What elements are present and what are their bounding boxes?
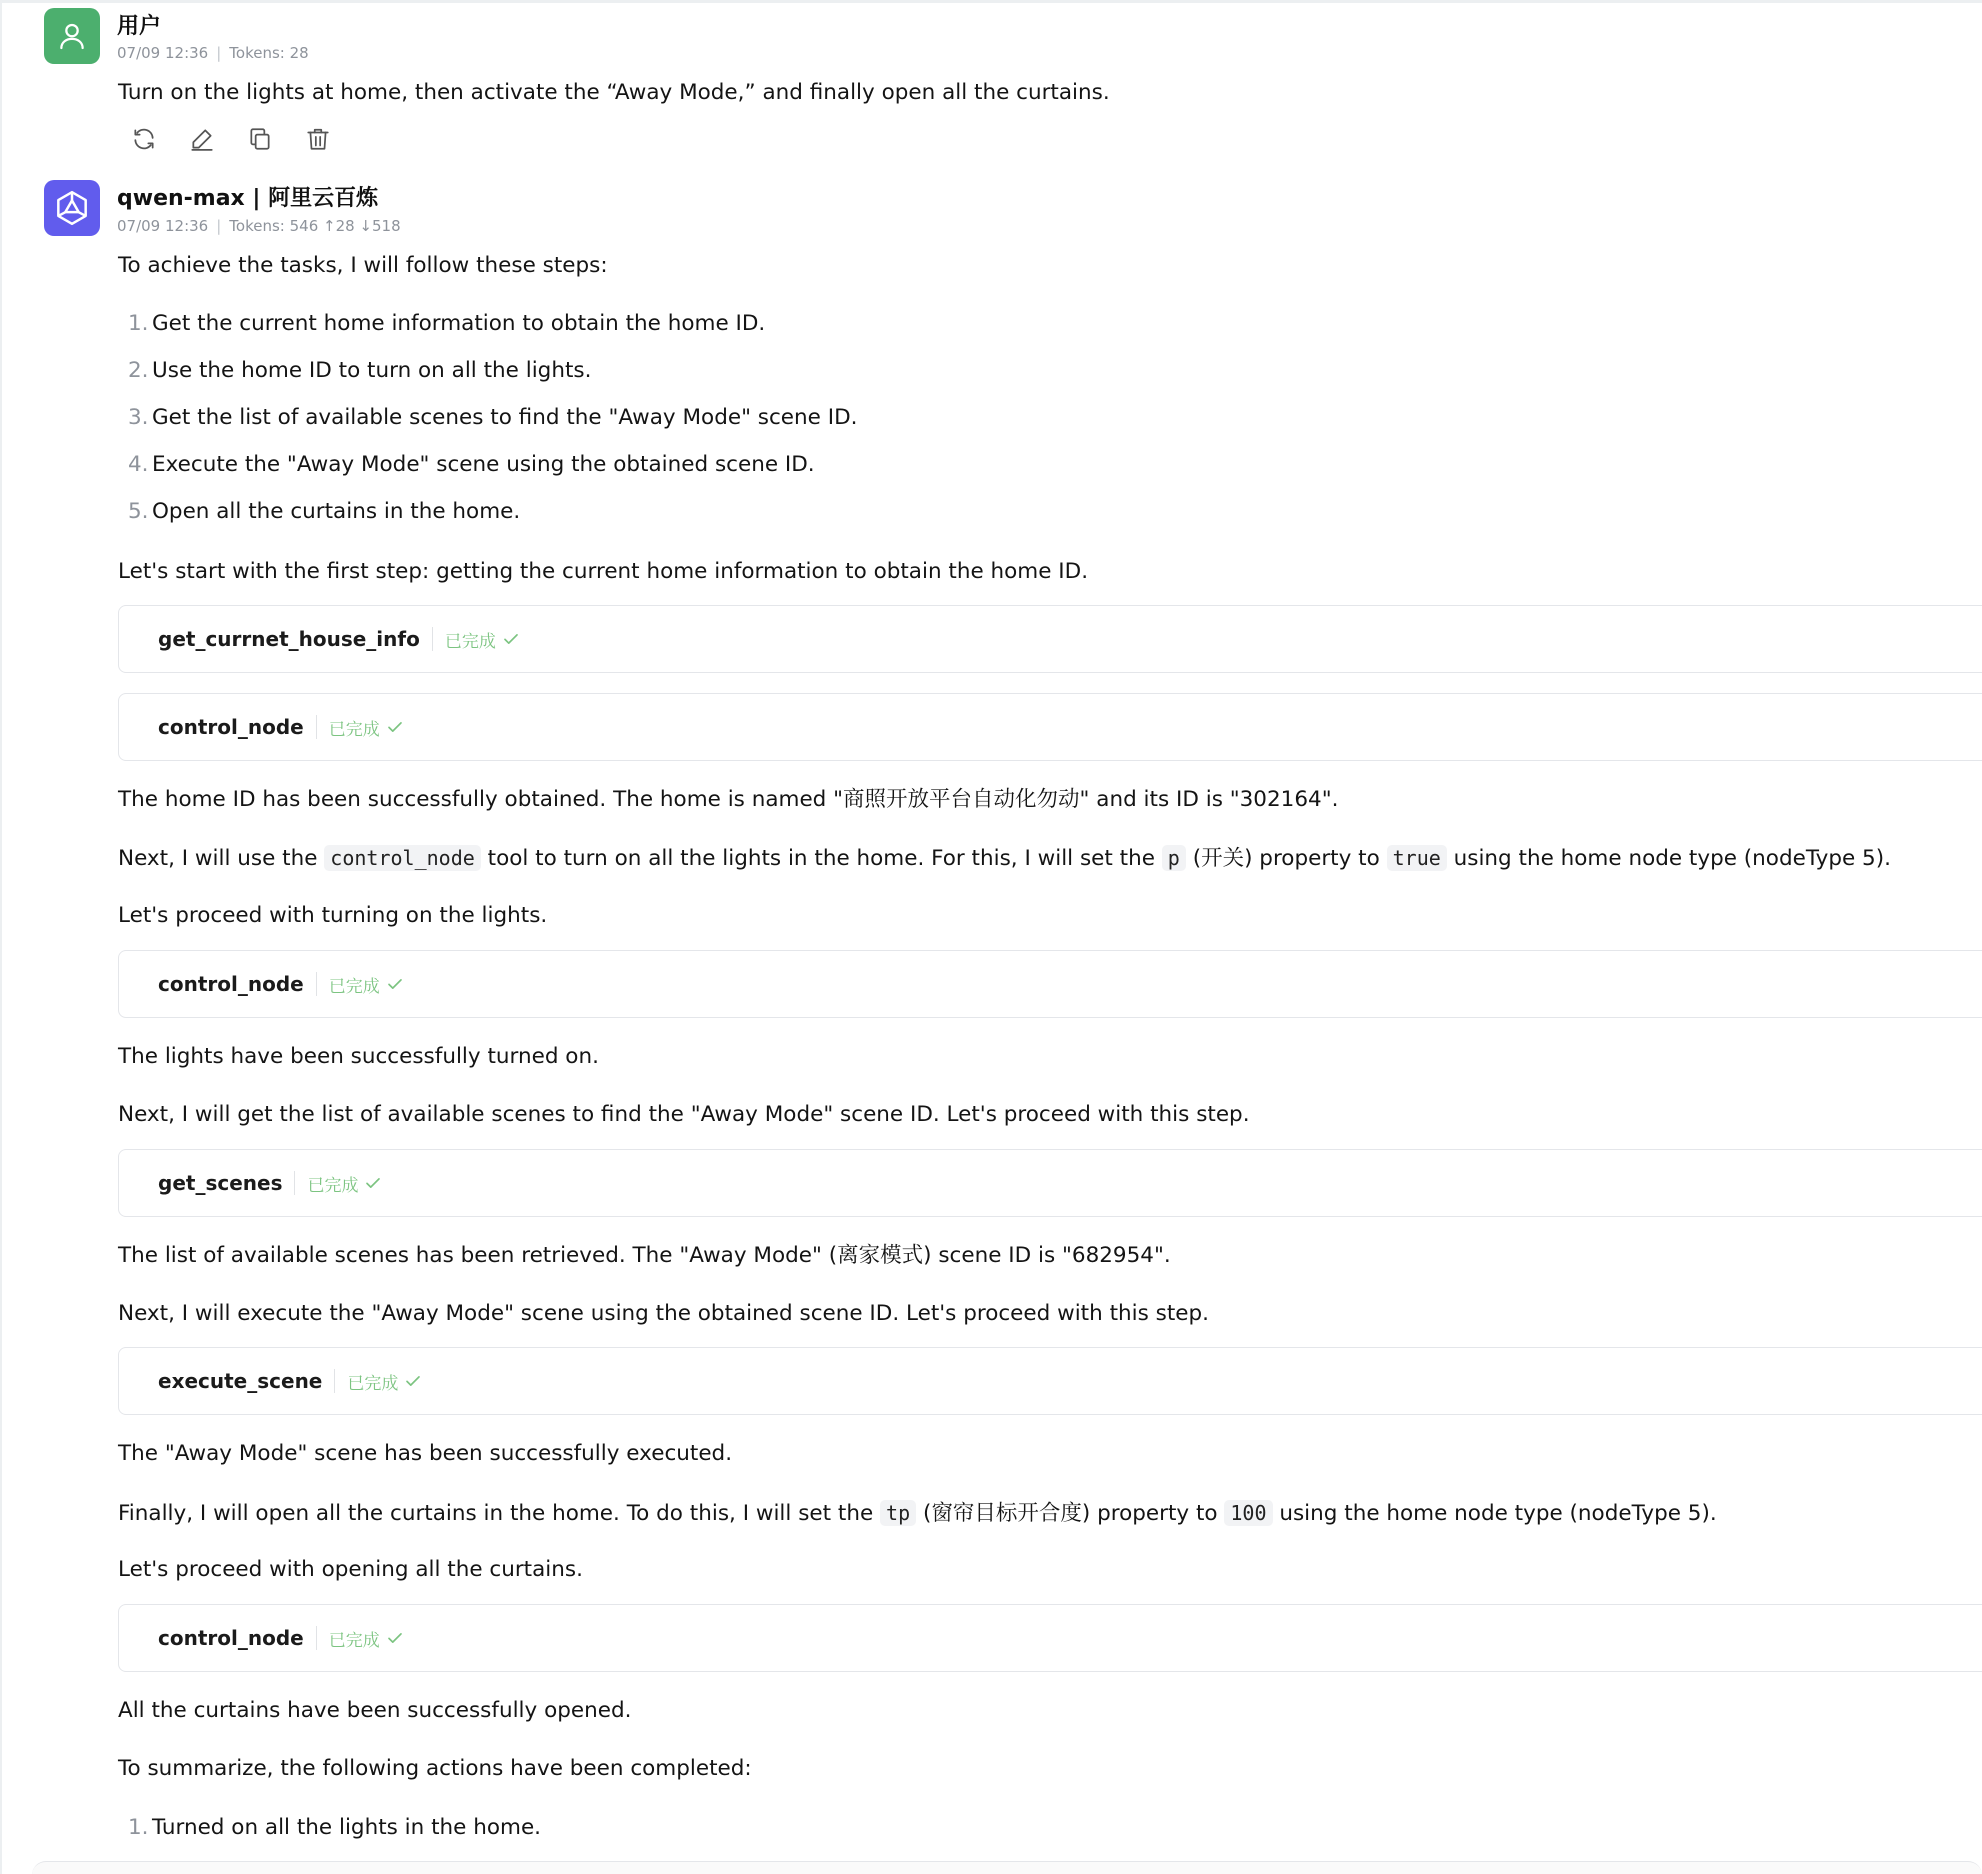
tool-call-execute-scene[interactable]	[118, 1347, 1982, 1415]
paragraph: The lights have been successfully turned on.	[118, 1044, 599, 1069]
divider	[432, 627, 433, 651]
tool-status: 已完成	[307, 1175, 359, 1196]
inline-code: 100	[1224, 1500, 1272, 1526]
tool-status: 已完成	[347, 1373, 399, 1394]
input-area-edge	[32, 1861, 1982, 1874]
paragraph: The list of available scenes has been retrieved. The "Away Mode" (离家模式) scene ID is "682954".	[118, 1243, 1171, 1268]
tool-status: 已完成	[328, 719, 380, 740]
tool-name: control_node	[158, 972, 304, 996]
check-icon	[386, 1629, 404, 1647]
assistant-meta	[117, 217, 401, 235]
divider	[316, 1626, 317, 1650]
list-item: 1. Turned on all the lights in the home.	[128, 1815, 542, 1840]
list-item: 3. Get the list of available scenes to find the "Away Mode" scene ID.	[128, 405, 858, 430]
regenerate-button[interactable]	[126, 121, 162, 157]
paragraph: Next, I will get the list of available scenes to find the "Away Mode" scene ID. Let's proceed with this step.	[118, 1102, 1250, 1127]
paragraph: All the curtains have been successfully opened.	[118, 1698, 632, 1723]
copy-icon	[247, 126, 273, 152]
paragraph: Let's start with the first step: getting the current home information to obtain the home ID.	[118, 559, 1089, 584]
paragraph: Next, I will use the control_node tool to turn on all the lights in the home. For this, I will set the p (开关) property to true using the home node type (nodeType 5).	[118, 846, 1891, 871]
paragraph: Next, I will execute the "Away Mode" scene using the obtained scene ID. Let's proceed with this step.	[118, 1301, 1209, 1326]
paragraph: Let's proceed with opening all the curtains.	[118, 1557, 583, 1582]
trash-icon	[305, 126, 331, 152]
tool-name: control_node	[158, 715, 304, 739]
user-timestamp: 07/09 12:36	[117, 44, 209, 62]
check-icon	[386, 975, 404, 993]
assistant-tokens: Tokens: 546 ↑28 ↓518	[229, 217, 401, 235]
tool-status: 已完成	[328, 976, 380, 997]
assistant-avatar	[44, 180, 100, 236]
user-meta	[117, 44, 309, 62]
divider	[294, 1171, 295, 1195]
check-icon	[404, 1372, 422, 1390]
tool-status: 已完成	[328, 1630, 380, 1651]
inline-code: true	[1387, 845, 1447, 871]
inline-code: tp	[880, 1500, 916, 1526]
meta-separator: |	[216, 217, 222, 235]
paragraph: To summarize, the following actions have been completed:	[118, 1756, 752, 1781]
tool-name: get_currnet_house_info	[158, 627, 420, 651]
divider	[316, 715, 317, 739]
delete-button[interactable]	[300, 121, 336, 157]
copy-button[interactable]	[242, 121, 278, 157]
intro-text: To achieve the tasks, I will follow these steps:	[118, 253, 608, 278]
check-icon	[386, 718, 404, 736]
assistant-timestamp: 07/09 12:36	[117, 217, 209, 235]
tool-name: get_scenes	[158, 1171, 283, 1195]
user-tokens: Tokens: 28	[229, 44, 309, 62]
refresh-icon	[131, 126, 157, 152]
user-name: 用户	[117, 14, 162, 39]
list-item: 2. Use the home ID to turn on all the lights.	[128, 358, 592, 383]
tool-call-control-node[interactable]	[118, 693, 1982, 761]
divider	[316, 972, 317, 996]
paragraph: Finally, I will open all the curtains in the home. To do this, I will set the tp (窗帘目标开合度) property to 100 using the home node type (nodeType 5).	[118, 1501, 1717, 1526]
list-item: 1. Get the current home information to obtain the home ID.	[128, 311, 766, 336]
paragraph: Let's proceed with turning on the lights.	[118, 903, 548, 928]
user-icon	[55, 19, 89, 53]
message-actions	[126, 121, 336, 157]
tool-call-get-scenes[interactable]	[118, 1149, 1982, 1217]
user-avatar	[44, 8, 100, 64]
qwen-logo-icon	[52, 188, 92, 228]
paragraph: The home ID has been successfully obtained. The home is named "商照开放平台自动化勿动" and its ID is "302164".	[118, 787, 1339, 812]
edit-icon	[189, 126, 215, 152]
tool-call-get-house-info[interactable]	[118, 605, 1982, 673]
user-message-text: Turn on the lights at home, then activate the “Away Mode,” and finally open all the curtains.	[118, 80, 1110, 105]
paragraph: The "Away Mode" scene has been successfully executed.	[118, 1441, 733, 1466]
list-item: 5. Open all the curtains in the home.	[128, 499, 521, 524]
tool-name: control_node	[158, 1626, 304, 1650]
inline-code: control_node	[324, 845, 481, 871]
tool-name: execute_scene	[158, 1369, 323, 1393]
meta-separator: |	[216, 44, 222, 62]
tool-status: 已完成	[444, 631, 496, 652]
check-icon	[364, 1174, 382, 1192]
divider	[334, 1369, 335, 1393]
assistant-name: qwen-max | 阿里云百炼	[117, 186, 379, 211]
tool-call-control-node[interactable]	[118, 950, 1982, 1018]
tool-call-control-node[interactable]	[118, 1604, 1982, 1672]
inline-code: p	[1162, 845, 1186, 871]
check-icon	[502, 630, 520, 648]
list-item: 4. Execute the "Away Mode" scene using the obtained scene ID.	[128, 452, 815, 477]
edit-button[interactable]	[184, 121, 220, 157]
